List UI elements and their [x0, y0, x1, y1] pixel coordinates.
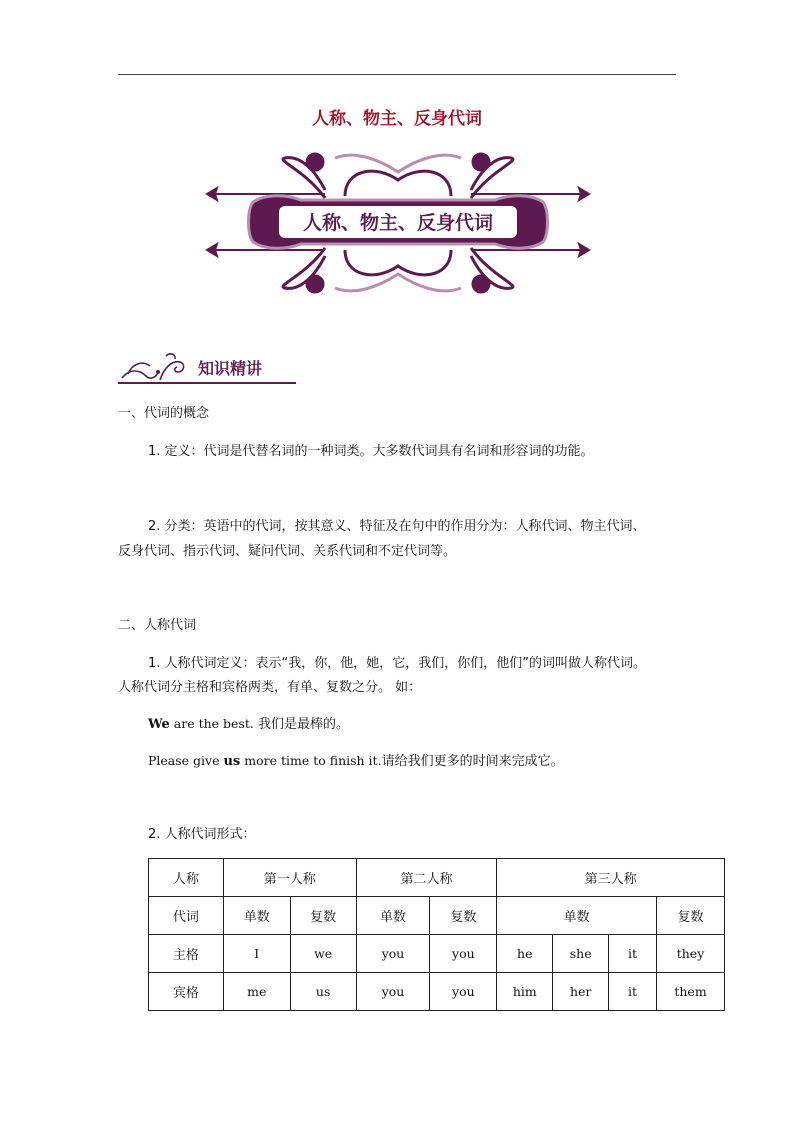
heading-personal-pronouns: 二、人称代词	[118, 618, 197, 633]
header-pronoun: 代词	[149, 897, 224, 935]
paragraph-classification-1: 2. 分类：英语中的代词，按其意义、特征及在句中的作用分为：人称代词、物主代词、	[148, 519, 646, 534]
table-cell: he	[497, 935, 553, 973]
section-heading	[118, 348, 298, 384]
example-1-chinese: 我们是最棒的。	[253, 717, 349, 732]
example-sentence-2	[148, 752, 564, 770]
table-cell: you	[356, 935, 430, 973]
table-cell: them	[657, 973, 725, 1011]
header-first-person: 第一人称	[223, 859, 356, 897]
table-cell: him	[497, 973, 553, 1011]
row-label-objective: 宾格	[149, 973, 224, 1011]
example-1-english: are the best.	[169, 716, 254, 731]
header-singular: 单数	[223, 897, 290, 935]
header-third-person: 第三人称	[497, 859, 725, 897]
table-header-row-2	[149, 897, 725, 935]
header-person: 人称	[149, 859, 224, 897]
banner-scroll-bottom	[283, 248, 513, 292]
header-singular: 单数	[356, 897, 430, 935]
section-heading-label: 知识精讲	[198, 359, 263, 378]
header-second-person: 第二人称	[356, 859, 497, 897]
table-header-row-1	[149, 859, 725, 897]
banner-text: 人称、物主、反身代词	[302, 212, 494, 234]
example-1-bold: We	[148, 717, 170, 732]
banner-scroll-top	[283, 154, 513, 198]
table-row-objective	[149, 973, 725, 1011]
paragraph-definition: 1. 定义：代词是代替名词的一种词类。大多数代词具有名词和形容词的功能。	[148, 444, 594, 459]
table-cell: you	[430, 973, 497, 1011]
table-cell: it	[609, 973, 657, 1011]
table-cell: it	[609, 935, 657, 973]
table-cell: we	[290, 935, 356, 973]
paragraph-personal-def-1: 1. 人称代词定义：表示“我，你，他，她，它，我们，你们，他们”的词叫做人称代词。	[148, 656, 647, 671]
example-2-chinese: 请给我们更多的时间来完成它。	[381, 754, 564, 769]
table-cell: you	[356, 973, 430, 1011]
header-rule	[118, 74, 676, 75]
table-cell: you	[430, 935, 497, 973]
paragraph-forms-heading: 2. 人称代词形式：	[148, 827, 256, 842]
example-2-pre: Please give	[148, 753, 224, 768]
example-2-bold: us	[223, 754, 241, 769]
section-heading-underline	[118, 382, 296, 384]
header-plural: 复数	[290, 897, 356, 935]
table-cell: us	[290, 973, 356, 1011]
table-cell: I	[223, 935, 290, 973]
page-title: 人称、物主、反身代词	[312, 109, 482, 129]
example-2-post: more time to finish it.	[240, 753, 382, 768]
paragraph-classification-2: 反身代词、指示代词、疑问代词、关系代词和不定代词等。	[118, 544, 457, 559]
pronoun-table	[148, 858, 725, 1011]
table-cell: they	[657, 935, 725, 973]
table-cell: me	[223, 973, 290, 1011]
header-plural: 复数	[430, 897, 497, 935]
paragraph-personal-def-2: 人称代词分主格和宾格两类，有单、复数之分。 如：	[118, 680, 422, 695]
table-cell: her	[553, 973, 609, 1011]
title-banner	[205, 150, 591, 296]
header-plural: 复数	[657, 897, 725, 935]
row-label-subjective: 主格	[149, 935, 224, 973]
table-cell: she	[553, 935, 609, 973]
ornament-icon	[120, 350, 192, 382]
heading-concept: 一、代词的概念	[118, 406, 210, 421]
header-singular: 单数	[497, 897, 657, 935]
table-row-subjective	[149, 935, 725, 973]
example-sentence-1	[148, 715, 349, 733]
